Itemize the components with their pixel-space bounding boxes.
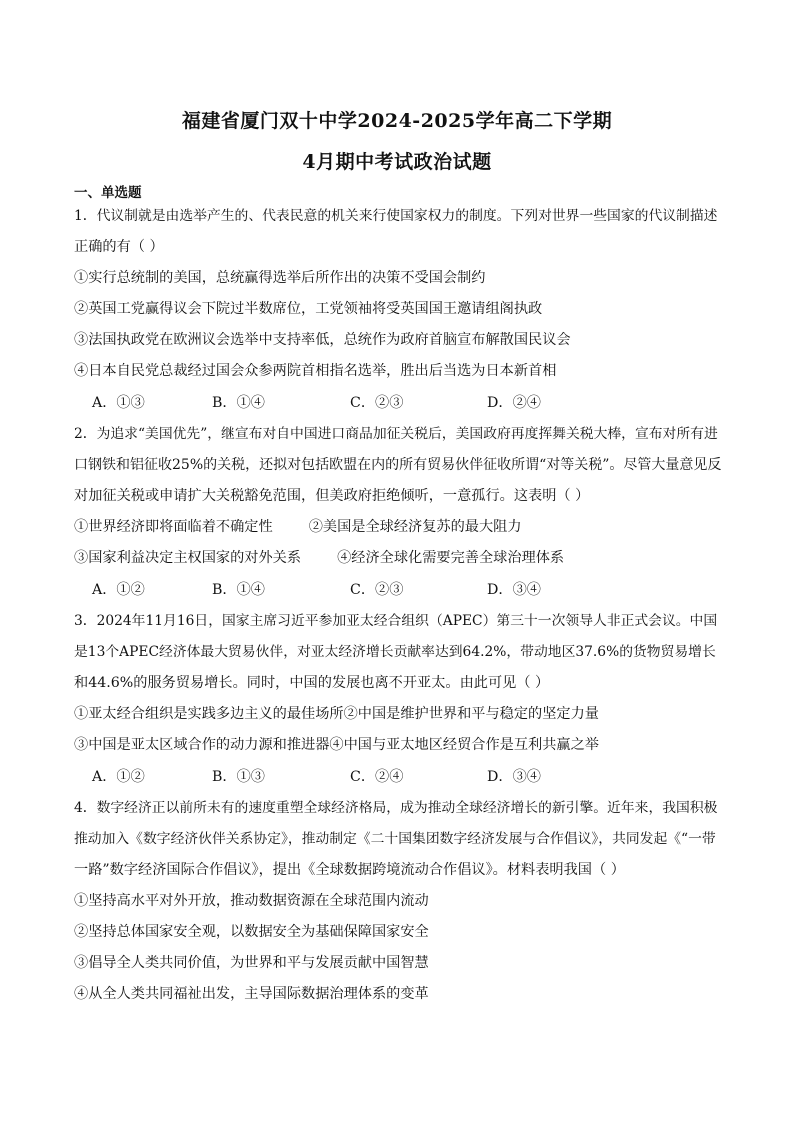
q1-choice-b[interactable]: B．①④ (212, 395, 265, 411)
q3-choice-b[interactable]: B．①③ (212, 769, 265, 785)
q4-option-4: ④从全人类共同福祉出发，主导国际数据治理体系的变革 (74, 986, 429, 1002)
q2-choice-a[interactable]: A．①② (92, 582, 145, 598)
q1-option-2: ②英国工党赢得议会下院过半数席位，工党领袖将受英国国王邀请组阁执政 (74, 301, 543, 317)
q4-stem-line3: 一路”数字经济国际合作倡议》，提出《全球数据跨境流动合作倡议》。材料表明我国（ ） (74, 862, 625, 878)
q4-option-2: ②坚持总体国家安全观，以数据安全为基础保障国家安全 (74, 924, 429, 940)
q2-stem-line3: 对加征关税或申请扩大关税豁免范围，但美政府拒绝倾听，一意孤行。这表明（ ） (74, 488, 590, 504)
q3-choice-a[interactable]: A．①② (92, 769, 145, 785)
q3-stem-line2: 是13个APEC经济体最大贸易伙伴，对亚太经济增长贡献率达到64.2%，带动地区37.6%的货物贸易增长 (74, 644, 716, 660)
q3-stem-line3: 和44.6%的服务贸易增长。同时，中国的发展也离不开亚太。由此可见（ ） (74, 675, 550, 691)
q2-stem-line1: 2．为追求“美国优先”，继宣布对自中国进口商品加征关税后，美国政府再度挥舞关税大棒，宣布对所有进 (74, 426, 718, 442)
q3-options-1-2: ①亚太经合组织是实践多边主义的最佳场所②中国是维护世界和平与稳定的坚定力量 (74, 706, 599, 722)
q2-options-1-2: ①世界经济即将面临着不确定性 ②美国是全球经济复苏的最大阻力 (74, 519, 522, 535)
q3-stem-line1: 3．2024年11月16日，国家主席习近平参加亚太经合组织（APEC）第三十一次领导人非正式会议。中国 (74, 613, 718, 629)
q1-option-3: ③法国执政党在欧洲议会选举中支持率低，总统作为政府首脑宣布解散国民议会 (74, 332, 571, 348)
q1-option-4: ④日本自民党总裁经过国会众参两院首相指名选举，胜出后当选为日本新首相 (74, 363, 557, 379)
q2-choice-b[interactable]: B．①④ (212, 582, 265, 598)
q1-choice-d[interactable]: D．②④ (487, 395, 541, 411)
exam-title-line1: 福建省厦门双十中学2024-2025学年高二下学期 (181, 110, 613, 132)
q1-stem-line1: 1．代议制就是由选举产生的、代表民意的机关来行使国家权力的制度。下列对世界一些国家的代议制描述 (74, 208, 718, 224)
q3-choices (92, 767, 712, 787)
q2-options-3-4: ③国家利益决定主权国家的对外关系 ④经济全球化需要完善全球治理体系 (74, 550, 565, 566)
q1-option-1: ①实行总统制的美国，总统赢得选举后所作出的决策不受国会制约 (74, 270, 486, 286)
q1-stem-line2: 正确的有（ ） (74, 239, 164, 255)
section-heading: 一、单选题 (74, 185, 142, 201)
q4-option-3: ③倡导全人类共同价值，为世界和平与发展贡献中国智慧 (74, 955, 429, 971)
q2-choice-c[interactable]: C．②③ (350, 582, 404, 598)
q4-stem-line2: 推动加入《数字经济伙伴关系协定》，推动制定《二十国集团数字经济发展与合作倡议》，共同发起《“一带 (74, 831, 716, 847)
q2-choice-d[interactable]: D．③④ (487, 582, 541, 598)
exam-title-line2: 4月期中考试政治试题 (302, 151, 492, 173)
q1-choice-a[interactable]: A．①③ (92, 395, 145, 411)
q3-choice-d[interactable]: D．③④ (487, 769, 541, 785)
q3-choice-c[interactable]: C．②④ (350, 769, 404, 785)
q4-option-1: ①坚持高水平对外开放，推动数据资源在全球范围内流动 (74, 893, 429, 909)
q2-choices (92, 580, 712, 600)
q3-options-3-4: ③中国是亚太区域合作的动力源和推进器④中国与亚太地区经贸合作是互利共赢之举 (74, 737, 599, 753)
q4-stem-line1: 4．数字经济正以前所未有的速度重塑全球经济格局，成为推动全球经济增长的新引擎。近年来，我国积极 (74, 800, 718, 816)
q1-choices (92, 393, 712, 413)
q2-stem-line2: 口钢铁和铝征收25%的关税，还拟对包括欧盟在内的所有贸易伙伴征收所谓“对等关税”。尽管大量意见反 (74, 457, 722, 473)
q1-choice-c[interactable]: C．②③ (350, 395, 404, 411)
